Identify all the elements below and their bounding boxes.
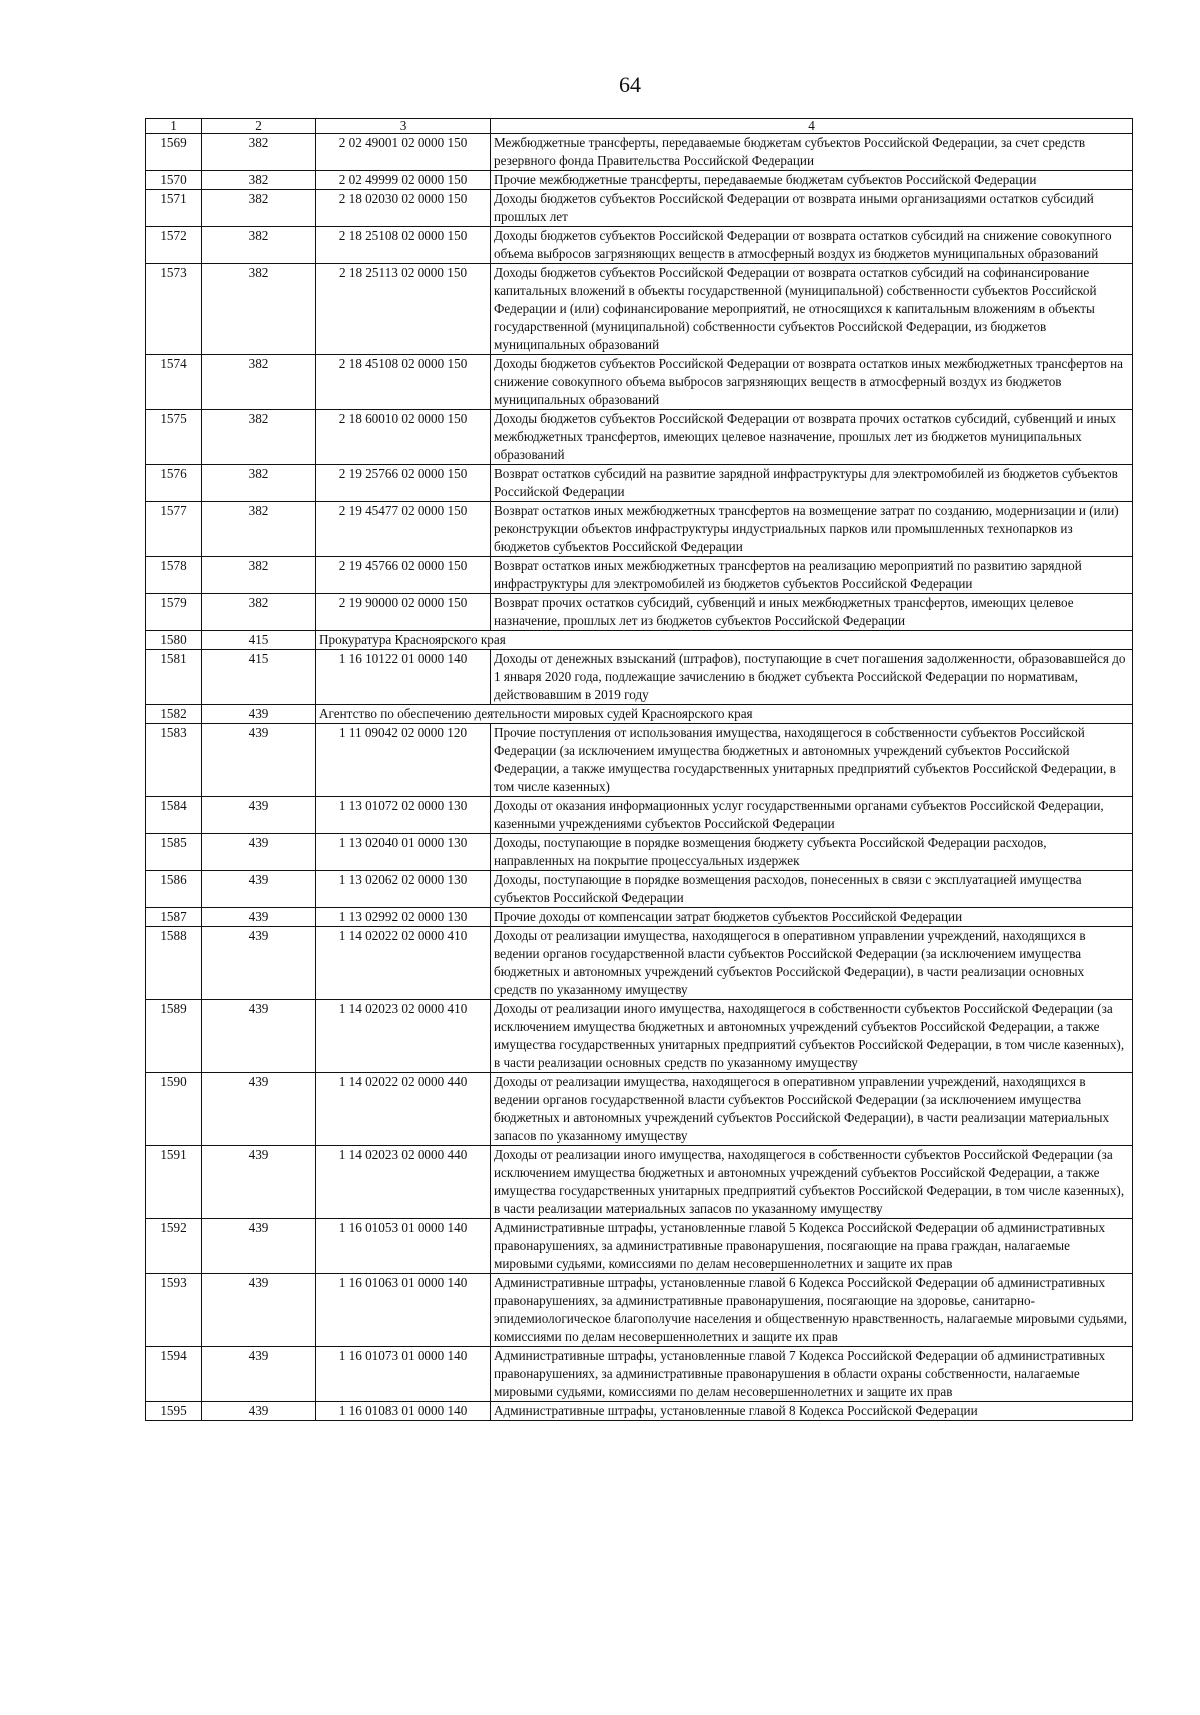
revenue-description: Межбюджетные трансферты, передаваемые бюджетам субъектов Российской Федерации, за счет средств резервного фонда Правительства Российской Федерации (491, 134, 1133, 171)
revenue-description: Доходы бюджетов субъектов Российской Федерации от возврата иными организациями остатков субсидий прошлых лет (491, 190, 1133, 227)
administrator-code: 382 (202, 355, 316, 410)
row-number: 1586 (146, 871, 202, 908)
administrator-code: 382 (202, 594, 316, 631)
table-row (146, 502, 1133, 557)
budget-classification-code: 1 16 10122 01 0000 140 (316, 650, 491, 705)
revenue-description: Доходы, поступающие в порядке возмещения бюджету субъекта Российской Федерации расходов, направленных на покрытие процессуальных издержек (491, 834, 1133, 871)
budget-classification-code: 2 19 45477 02 0000 150 (316, 502, 491, 557)
budget-classification-code: 2 18 45108 02 0000 150 (316, 355, 491, 410)
row-number: 1573 (146, 264, 202, 355)
revenue-description: Доходы от реализации иного имущества, находящегося в собственности субъектов Российской Федерации (за исключением имущества бюджетных и автономных учреждений субъектов Российской Федерации, а также имущества государственных унитарных предприятий субъектов Российской Федерации, в том числе казенных), в части реализации основных средств по указанному имуществу (491, 1000, 1133, 1073)
budget-classification-code: 1 16 01053 01 0000 140 (316, 1219, 491, 1274)
budget-classification-code: 1 14 02023 02 0000 410 (316, 1000, 491, 1073)
administrator-code: 382 (202, 410, 316, 465)
administrator-code: 382 (202, 465, 316, 502)
row-number: 1571 (146, 190, 202, 227)
table-header-row (146, 119, 1133, 134)
table-row (146, 797, 1133, 834)
administrator-code: 439 (202, 724, 316, 797)
budget-classification-code: 1 16 01073 01 0000 140 (316, 1347, 491, 1402)
row-number: 1570 (146, 171, 202, 190)
administrator-code: 415 (202, 631, 316, 650)
budget-classification-code: 1 13 01072 02 0000 130 (316, 797, 491, 834)
administrator-code: 439 (202, 834, 316, 871)
administrator-code: 439 (202, 1146, 316, 1219)
table-row (146, 1146, 1133, 1219)
row-number: 1594 (146, 1347, 202, 1402)
row-number: 1572 (146, 227, 202, 264)
row-number: 1578 (146, 557, 202, 594)
revenue-description: Административные штрафы, установленные главой 5 Кодекса Российской Федерации об административных правонарушениях, за административные правонарушения, посягающие на права граждан, налагаемые мировыми судьями, комиссиями по делам несовершеннолетних и защите их прав (491, 1219, 1133, 1274)
row-number: 1587 (146, 908, 202, 927)
row-number: 1583 (146, 724, 202, 797)
administrator-code: 382 (202, 227, 316, 264)
table-row (146, 1073, 1133, 1146)
table-row (146, 650, 1133, 705)
budget-classification-code: 2 18 25108 02 0000 150 (316, 227, 491, 264)
table-row (146, 410, 1133, 465)
row-number: 1595 (146, 1402, 202, 1421)
budget-classification-code: 2 02 49999 02 0000 150 (316, 171, 491, 190)
row-number: 1574 (146, 355, 202, 410)
administrator-code: 382 (202, 190, 316, 227)
revenue-description: Прочие поступления от использования имущества, находящегося в собственности субъектов Российской Федерации (за исключением имущества бюджетных и автономных учреждений субъектов Российской Федерации, а также имущества государственных унитарных предприятий субъектов Российской Федерации, в том числе казенных) (491, 724, 1133, 797)
budget-classification-code: 1 13 02992 02 0000 130 (316, 908, 491, 927)
revenue-codes-table (145, 118, 1133, 1421)
revenue-description: Возврат остатков иных межбюджетных трансфертов на реализацию мероприятий по развитию зарядной инфраструктуры для электромобилей из бюджетов субъектов Российской Федерации (491, 557, 1133, 594)
row-number: 1579 (146, 594, 202, 631)
budget-classification-code: 2 19 25766 02 0000 150 (316, 465, 491, 502)
revenue-description: Возврат остатков иных межбюджетных трансфертов на возмещение затрат по созданию, модернизации и (или) реконструкции объектов инфраструктуры индустриальных парков или промышленных технопарков из бюджетов субъектов Российской Федерации (491, 502, 1133, 557)
table-row (146, 908, 1133, 927)
row-number: 1592 (146, 1219, 202, 1274)
revenue-description: Прочие межбюджетные трансферты, передаваемые бюджетам субъектов Российской Федерации (491, 171, 1133, 190)
table-row (146, 1347, 1133, 1402)
revenue-description: Доходы от реализации иного имущества, находящегося в собственности субъектов Российской Федерации (за исключением имущества бюджетных и автономных учреждений субъектов Российской Федерации, а также имущества государственных унитарных предприятий субъектов Российской Федерации, в том числе казенных), в части реализации материальных запасов по указанному имуществу (491, 1146, 1133, 1219)
revenue-description: Административные штрафы, установленные главой 7 Кодекса Российской Федерации об административных правонарушениях, за административные правонарушения в области охраны собственности, налагаемые мировыми судьями, комиссиями по делам несовершеннолетних и защите их прав (491, 1347, 1133, 1402)
budget-classification-code: 2 19 90000 02 0000 150 (316, 594, 491, 631)
table-row (146, 557, 1133, 594)
table-row (146, 355, 1133, 410)
table-row (146, 134, 1133, 171)
row-number: 1584 (146, 797, 202, 834)
table-row (146, 190, 1133, 227)
table-row (146, 1274, 1133, 1347)
row-number: 1577 (146, 502, 202, 557)
table-row (146, 631, 1133, 650)
budget-classification-code: 1 14 02022 02 0000 410 (316, 927, 491, 1000)
budget-classification-code: 2 02 49001 02 0000 150 (316, 134, 491, 171)
budget-classification-code: 1 16 01063 01 0000 140 (316, 1274, 491, 1347)
administrator-code: 415 (202, 650, 316, 705)
revenue-description: Возврат остатков субсидий на развитие зарядной инфраструктуры для электромобилей из бюджетов субъектов Российской Федерации (491, 465, 1133, 502)
budget-classification-code: 1 13 02062 02 0000 130 (316, 871, 491, 908)
budget-classification-code: 1 16 01083 01 0000 140 (316, 1402, 491, 1421)
revenue-description: Доходы бюджетов субъектов Российской Федерации от возврата прочих остатков субсидий, субвенций и иных межбюджетных трансфертов, имеющих целевое назначение, прошлых лет из бюджетов муниципальных образований (491, 410, 1133, 465)
revenue-description: Прочие доходы от компенсации затрат бюджетов субъектов Российской Федерации (491, 908, 1133, 927)
table-row (146, 594, 1133, 631)
row-number: 1585 (146, 834, 202, 871)
section-title: Прокуратура Красноярского края (316, 631, 1133, 650)
table-row (146, 1402, 1133, 1421)
administrator-code: 382 (202, 134, 316, 171)
administrator-code: 439 (202, 797, 316, 834)
row-number: 1581 (146, 650, 202, 705)
row-number: 1593 (146, 1274, 202, 1347)
revenue-description: Доходы, поступающие в порядке возмещения расходов, понесенных в связи с эксплуатацией имущества субъектов Российской Федерации (491, 871, 1133, 908)
revenue-description: Возврат прочих остатков субсидий, субвенций и иных межбюджетных трансфертов, имеющих целевое назначение, прошлых лет из бюджетов субъектов Российской Федерации (491, 594, 1133, 631)
column-header-2: 2 (202, 119, 316, 134)
row-number: 1590 (146, 1073, 202, 1146)
row-number: 1582 (146, 705, 202, 724)
table-row (146, 834, 1133, 871)
administrator-code: 439 (202, 1219, 316, 1274)
budget-classification-code: 1 14 02022 02 0000 440 (316, 1073, 491, 1146)
budget-classification-code: 2 18 02030 02 0000 150 (316, 190, 491, 227)
budget-classification-code: 2 19 45766 02 0000 150 (316, 557, 491, 594)
revenue-description: Административные штрафы, установленные главой 6 Кодекса Российской Федерации об административных правонарушениях, за административные правонарушения, посягающие на здоровье, санитарно-эпидемиологическое благополучие населения и общественную нравственность, налагаемые мировыми судьями, комиссиями по делам несовершеннолетних и защите их прав (491, 1274, 1133, 1347)
row-number: 1569 (146, 134, 202, 171)
table-row (146, 465, 1133, 502)
budget-classification-code: 1 13 02040 01 0000 130 (316, 834, 491, 871)
table-row (146, 1000, 1133, 1073)
table-row (146, 871, 1133, 908)
row-number: 1580 (146, 631, 202, 650)
table-row (146, 227, 1133, 264)
row-number: 1589 (146, 1000, 202, 1073)
administrator-code: 439 (202, 1000, 316, 1073)
revenue-description: Доходы от оказания информационных услуг государственными органами субъектов Российской Федерации, казенными учреждениями субъектов Российской Федерации (491, 797, 1133, 834)
row-number: 1591 (146, 1146, 202, 1219)
row-number: 1588 (146, 927, 202, 1000)
table-row (146, 724, 1133, 797)
administrator-code: 439 (202, 1274, 316, 1347)
budget-classification-code: 2 18 60010 02 0000 150 (316, 410, 491, 465)
table-row (146, 264, 1133, 355)
administrator-code: 439 (202, 908, 316, 927)
budget-classification-code: 1 14 02023 02 0000 440 (316, 1146, 491, 1219)
revenue-description: Доходы от реализации имущества, находящегося в оперативном управлении учреждений, находящихся в ведении органов государственной власти субъектов Российской Федерации (за исключением имущества бюджетных и автономных учреждений субъектов Российской Федерации), в части реализации материальных запасов по указанному имуществу (491, 1073, 1133, 1146)
administrator-code: 382 (202, 557, 316, 594)
revenue-description: Административные штрафы, установленные главой 8 Кодекса Российской Федерации (491, 1402, 1133, 1421)
administrator-code: 439 (202, 1073, 316, 1146)
column-header-4: 4 (491, 119, 1133, 134)
table-row (146, 1219, 1133, 1274)
administrator-code: 382 (202, 264, 316, 355)
row-number: 1575 (146, 410, 202, 465)
budget-classification-code: 2 18 25113 02 0000 150 (316, 264, 491, 355)
administrator-code: 439 (202, 705, 316, 724)
column-header-3: 3 (316, 119, 491, 134)
table-row (146, 705, 1133, 724)
revenue-description: Доходы от денежных взысканий (штрафов), поступающие в счет погашения задолженности, образовавшейся до 1 января 2020 года, подлежащие зачислению в бюджет субъекта Российской Федерации по нормативам, действовавшим в 2019 году (491, 650, 1133, 705)
revenue-description: Доходы от реализации имущества, находящегося в оперативном управлении учреждений, находящихся в ведении органов государственной власти субъектов Российской Федерации (за исключением имущества бюджетных и автономных учреждений субъектов Российской Федерации), в части реализации основных средств по указанному имуществу (491, 927, 1133, 1000)
budget-classification-code: 1 11 09042 02 0000 120 (316, 724, 491, 797)
administrator-code: 382 (202, 502, 316, 557)
section-title: Агентство по обеспечению деятельности мировых судей Красноярского края (316, 705, 1133, 724)
revenue-description: Доходы бюджетов субъектов Российской Федерации от возврата остатков субсидий на снижение совокупного объема выбросов загрязняющих веществ в атмосферный воздух из бюджетов муниципальных образований (491, 227, 1133, 264)
administrator-code: 439 (202, 871, 316, 908)
table-row (146, 171, 1133, 190)
administrator-code: 439 (202, 927, 316, 1000)
page-number: 64 (619, 72, 641, 97)
administrator-code: 439 (202, 1402, 316, 1421)
row-number: 1576 (146, 465, 202, 502)
administrator-code: 439 (202, 1347, 316, 1402)
revenue-description: Доходы бюджетов субъектов Российской Федерации от возврата остатков субсидий на софинансирование капитальных вложений в объекты государственной (муниципальной) собственности субъектов Российской Федерации и (или) софинансирование мероприятий, не относящихся к капитальным вложениям в объекты государственной (муниципальной) собственности субъектов Российской Федерации, из бюджетов муниципальных образований (491, 264, 1133, 355)
revenue-description: Доходы бюджетов субъектов Российской Федерации от возврата остатков иных межбюджетных трансфертов на снижение совокупного объема выбросов загрязняющих веществ в атмосферный воздух из бюджетов муниципальных образований (491, 355, 1133, 410)
column-header-1: 1 (146, 119, 202, 134)
table-row (146, 927, 1133, 1000)
administrator-code: 382 (202, 171, 316, 190)
table-body (146, 134, 1133, 1421)
